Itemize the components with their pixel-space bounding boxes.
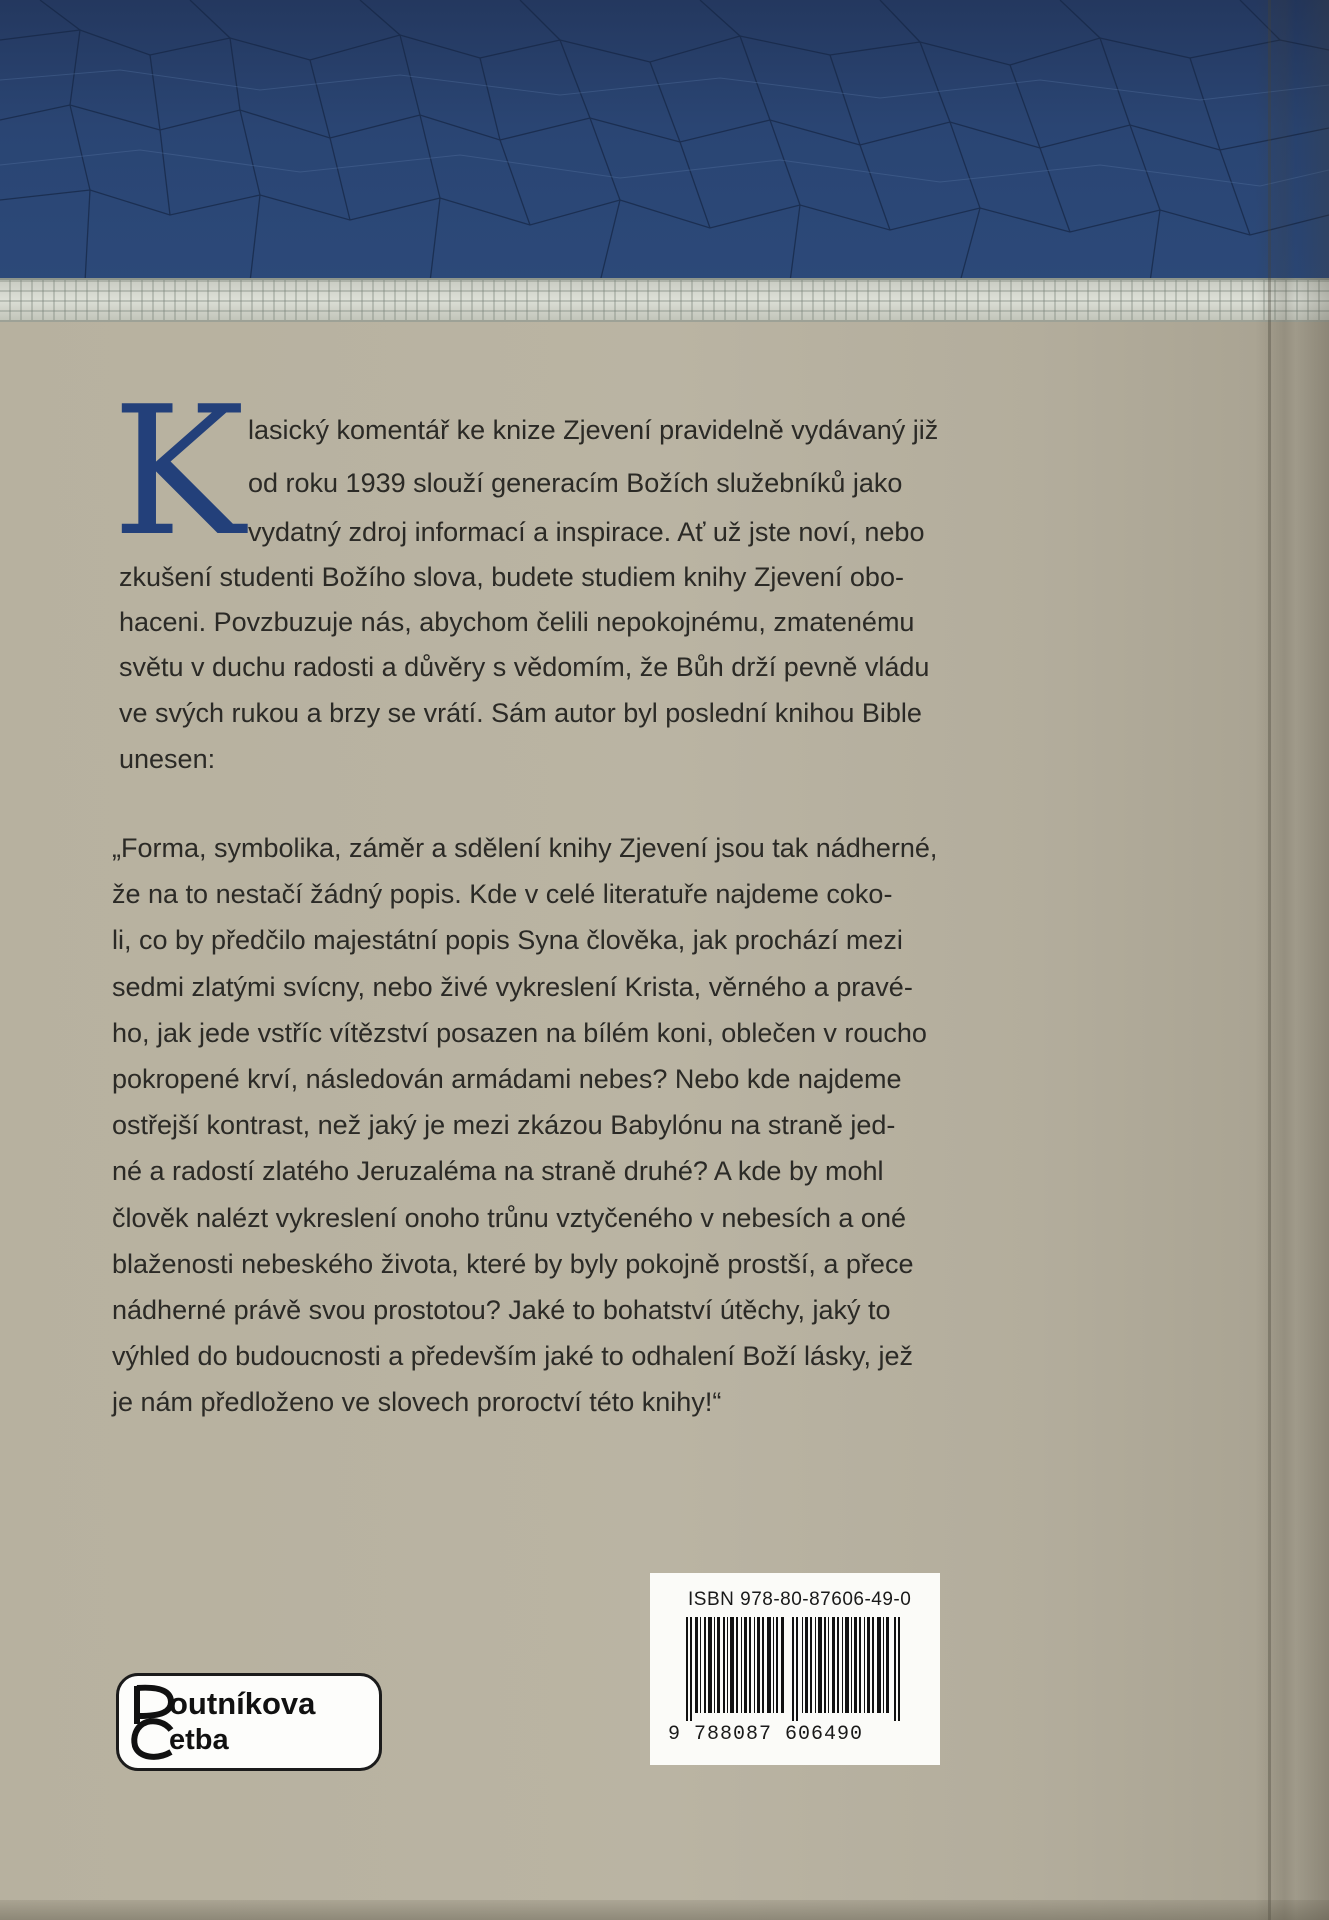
quote-line: je nám předloženo ve slovech proroctví této knihy!“ <box>112 1387 722 1417</box>
quote-line: člověk nalézt vykreslení onoho trůnu vztyčeného v nebesích a oné <box>112 1203 906 1233</box>
quote-line: sedmi zlatými svícny, nebo živé vykreslení Krista, věrného a pravé- <box>112 972 913 1002</box>
quote-line: „Forma, symbolika, záměr a sdělení knihy Zjevení jsou tak nádherné, <box>112 833 938 863</box>
intro-line: ve svých rukou a brzy se vrátí. Sám autor byl poslední knihou Bible <box>119 698 922 728</box>
bottom-edge-shadow <box>0 1900 1329 1920</box>
intro-line: haceni. Povzbuzuje nás, abychom čelili nepokojnému, zmatenému <box>119 607 915 637</box>
barcode-digits: 9 788087 606490 <box>668 1723 864 1746</box>
quote-line: li, co by předčilo majestátní popis Syna člověka, jak prochází mezi <box>112 925 903 955</box>
intro-line: lasický komentář ke knize Zjevení pravidelně vydávaný již <box>248 415 939 445</box>
publisher-name-line2: etba <box>169 1724 229 1756</box>
mosaic-border <box>0 278 1329 322</box>
publisher-logo <box>116 1673 382 1771</box>
quote-line: né a radostí zlatého Jeruzaléma na straně druhé? A kde by mohl <box>112 1156 884 1186</box>
crackle-texture <box>0 0 1329 282</box>
intro-line: světu v duchu radosti a důvěry s vědomím, že Bůh drží pevně vládu <box>119 652 930 682</box>
quote-line: že na to nestačí žádný popis. Kde v celé literatuře najdeme coko- <box>112 879 893 909</box>
quote-line: výhled do budoucnosti a především jaké to odhalení Boží lásky, jež <box>112 1341 913 1371</box>
spine-groove <box>1268 0 1271 1920</box>
quote-line: blaženosti nebeského života, které by byly pokojně prostší, a přece <box>112 1249 914 1279</box>
intro-line: vydatný zdroj informací a inspirace. Ať už jste noví, nebo <box>248 517 925 547</box>
quote-line: nádherné právě svou prostotou? Jaké to bohatství útěchy, jaký to <box>112 1295 891 1325</box>
quote-line: ho, jak jede vstříc vítězství posazen na bílém koni, oblečen v roucho <box>112 1018 927 1048</box>
quote-line: ostřejší kontrast, než jaký je mezi zkázou Babylónu na straně jed- <box>112 1110 896 1140</box>
cracked-blue-band <box>0 0 1329 282</box>
publisher-monogram-icon <box>125 1680 175 1764</box>
intro-line: zkušení studenti Božího slova, budete studiem knihy Zjevení obo- <box>119 562 904 592</box>
isbn-number: ISBN 978-80-87606-49-0 <box>688 1589 912 1610</box>
barcode-icon <box>686 1617 908 1721</box>
isbn-barcode-label <box>650 1573 940 1765</box>
quote-line: pokropené krví, následován armádami nebes? Nebo kde najdeme <box>112 1064 902 1094</box>
spine-shadow <box>1255 0 1329 1920</box>
intro-line: unesen: <box>119 744 216 774</box>
drop-cap: K <box>112 368 245 575</box>
publisher-name-line1: outníkova <box>169 1686 316 1721</box>
intro-line: od roku 1939 slouží generacím Božích služebníků jako <box>248 468 903 498</box>
